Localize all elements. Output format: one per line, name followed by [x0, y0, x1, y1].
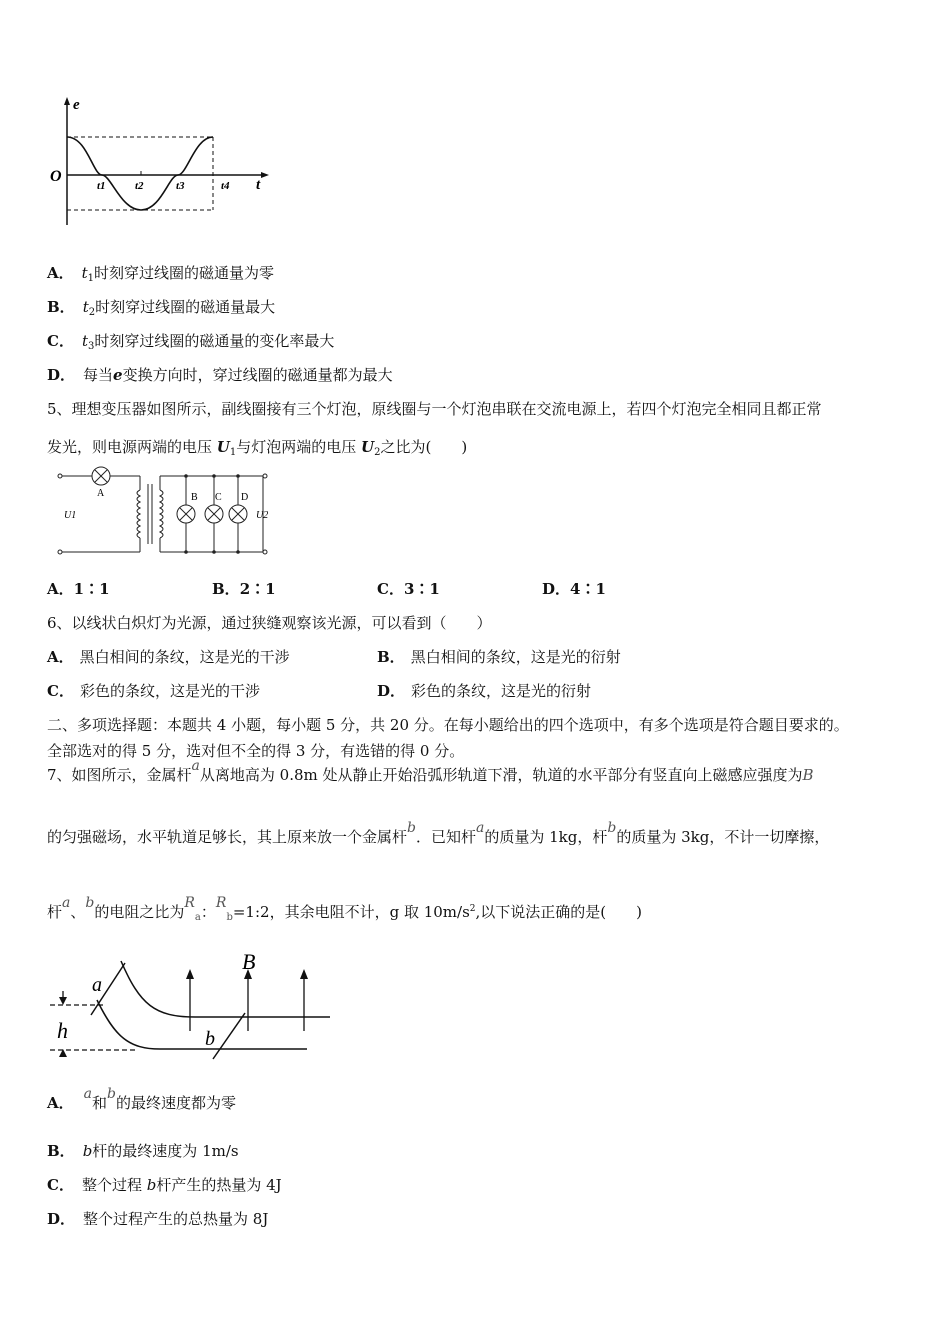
lamp-c-icon — [205, 505, 223, 523]
lamp-d-label: D — [241, 492, 249, 503]
e-t-graph — [45, 95, 275, 230]
cosine-curve — [67, 137, 213, 210]
tick-label-t3: t3 — [176, 180, 185, 192]
q5-option-c[interactable]: C．3∶1 — [377, 580, 440, 598]
lamp-b-label: B — [191, 492, 198, 503]
q7-stem-line1: 7、如图所示，金属杆a从离地高为 0.8m 处从静止开始沿弧形轨道下滑，轨道的水平部分有竖直向上磁感应强度为B — [47, 758, 814, 784]
tick-label-t4: t4 — [221, 180, 230, 192]
option-letter: A． — [47, 264, 74, 282]
q5-stem-line2: 发光，则电源两端的电压 $U_1$与灯泡两端的电压 $U_2$之比为( ) — [47, 438, 468, 458]
q5-option-b[interactable]: B．2∶1 — [212, 580, 276, 598]
x-axis-label: t — [256, 177, 261, 193]
q5-option-a[interactable]: A．1∶1 — [47, 580, 110, 598]
lamp-a-label: A — [97, 488, 105, 499]
field-arrow-3 — [300, 969, 308, 979]
q7-option-c[interactable]: C． 整个过程 b杆产生的热量为 4J — [47, 1176, 282, 1194]
q6-option-b[interactable]: B． 黑白相间的条纹，这是光的衍射 — [377, 648, 621, 666]
q6-option-d[interactable]: D． 彩色的条纹，这是光的衍射 — [377, 682, 592, 700]
lamp-c-label: C — [215, 492, 222, 503]
field-b-label: B — [242, 949, 256, 974]
lamp-b-icon — [177, 505, 195, 523]
q7-option-d[interactable]: D． 整个过程产生的总热量为 8J — [47, 1210, 269, 1228]
height-label: h — [57, 1018, 68, 1043]
u2-label: U2 — [256, 510, 269, 521]
rod-a-label: a — [92, 974, 102, 996]
q7-stem-line2: 的匀强磁场，水平轨道足够长，其上原来放一个金属杆b．已知杆a的质量为 1kg，杆b的质量为 3kg，不计一切摩擦， — [47, 820, 830, 846]
y-axis-arrow — [64, 97, 70, 105]
q4-option-a[interactable]: A． $t_1$时刻穿过线圈的磁通量为零 — [47, 264, 275, 284]
origin-label: O — [50, 168, 62, 185]
q5-stem-line1: 5、理想变压器如图所示，副线圈接有三个灯泡，原线圈与一个灯泡串联在交流电源上，若四个灯泡完全相同且都正常 — [47, 400, 822, 418]
q7-option-a[interactable]: A． a和b的最终速度都为零 — [47, 1086, 236, 1112]
q4-option-c[interactable]: C． $t_3$时刻穿过线圈的磁通量的变化率最大 — [47, 332, 335, 352]
q6-stem: 6、以线状白炽灯为光源，通过狭缝观察该光源，可以看到（ ） — [47, 614, 492, 632]
rod-b-label: b — [205, 1028, 215, 1050]
q6-option-a[interactable]: A． 黑白相间的条纹，这是光的干涉 — [47, 648, 290, 666]
section2-heading-line2: 全部选对的得 5 分，选对但不全的得 3 分，有选错的得 0 分。 — [47, 742, 465, 760]
lamp-a-icon — [92, 467, 110, 485]
tick-label-t1: t1 — [97, 180, 106, 192]
q4-option-b[interactable]: B． $t_2$时刻穿过线圈的磁通量最大 — [47, 298, 276, 318]
q5-option-d[interactable]: D．4∶1 — [542, 580, 606, 598]
tick-label-t2: t2 — [135, 180, 144, 192]
q4-option-d[interactable]: D． 每当e变换方向时，穿过线圈的磁通量都为最大 — [47, 366, 393, 384]
q7-option-b[interactable]: B． b杆的最终速度为 1m/s — [47, 1142, 239, 1160]
x-axis-arrow — [261, 172, 269, 178]
lamp-d-icon — [229, 505, 247, 523]
section2-heading-line1: 二、多项选择题：本题共 4 小题，每小题 5 分，共 20 分。在每小题给出的四个选项中，有多个选项是符合题目要求的。 — [47, 716, 849, 734]
u1-label: U1 — [64, 510, 77, 521]
q6-option-c[interactable]: C． 彩色的条纹，这是光的干涉 — [47, 682, 260, 700]
rail-figure — [45, 945, 335, 1065]
y-axis-label: e — [73, 97, 80, 113]
q7-stem-line3: 杆a、b的电阻之比为$R_a$：$R_b=1:2$，其余电阻不计，g 取 $10m/s^2$,以下说法正确的是( ) — [47, 895, 642, 923]
field-arrow-1 — [186, 969, 194, 979]
transformer-circuit — [50, 462, 280, 562]
